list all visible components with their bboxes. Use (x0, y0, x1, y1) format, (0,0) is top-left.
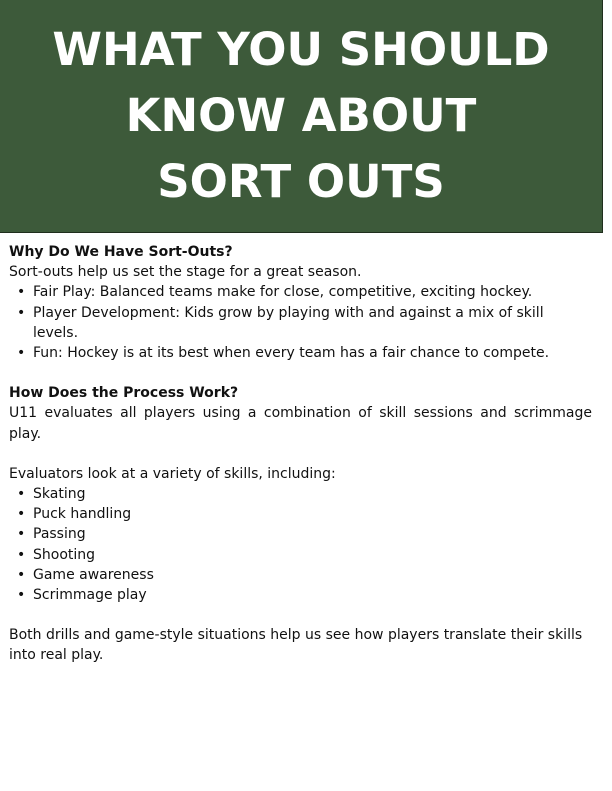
bullet-icon: • (17, 486, 26, 503)
list-item (9, 282, 592, 302)
list-item (9, 545, 592, 565)
spacer (9, 605, 592, 625)
list-item (9, 343, 592, 363)
list-item-text: Shooting (33, 546, 96, 563)
list-item-text: Player Development: Kids grow by playing with and against a mix of skill levels. (33, 304, 544, 341)
bullet-icon: • (17, 284, 26, 301)
title-line-1: WHAT YOU SHOULD (52, 23, 550, 76)
reasons-list (9, 282, 592, 363)
skills-intro: Evaluators look at a variety of skills, including: (9, 465, 336, 482)
section-intro-process: U11 evaluates all players using a combination of skill sessions and scrimmage play. (9, 405, 592, 442)
bullet-icon: • (17, 526, 26, 543)
section-intro-why: Sort-outs help us set the stage for a great season. (9, 264, 362, 281)
list-item-text: Puck handling (33, 506, 132, 523)
list-item-text: Fair Play: Balanced teams make for close, competitive, exciting hockey. (33, 284, 533, 301)
list-item (9, 524, 592, 544)
bullet-icon: • (17, 506, 26, 523)
list-item (9, 504, 592, 524)
list-item-text: Scrimmage play (33, 587, 147, 604)
section-heading-why: Why Do We Have Sort-Outs? (9, 244, 233, 260)
list-item-text: Fun: Hockey is at its best when every team has a fair chance to compete. (33, 345, 550, 362)
title-banner (0, 0, 603, 233)
list-item (9, 565, 592, 585)
list-item (9, 484, 592, 504)
closing-paragraph: Both drills and game-style situations help us see how players translate their skills into real play. (9, 627, 583, 664)
document-body (9, 242, 592, 666)
bullet-icon: • (17, 587, 26, 604)
list-item (9, 303, 592, 343)
section-heading-process: How Does the Process Work? (9, 385, 239, 402)
bullet-icon: • (17, 345, 26, 362)
bullet-icon: • (17, 566, 26, 583)
list-item-text: Skating (33, 486, 86, 503)
list-item-text: Game awareness (33, 566, 154, 583)
spacer (9, 444, 592, 464)
list-item (9, 585, 592, 605)
title-line-3: SORT OUTS (157, 155, 445, 208)
bullet-icon: • (17, 546, 26, 563)
bullet-icon: • (17, 304, 26, 321)
list-item-text: Passing (33, 526, 86, 543)
skills-list (9, 484, 592, 605)
title-line-2: KNOW ABOUT (125, 89, 477, 142)
spacer (9, 363, 592, 383)
